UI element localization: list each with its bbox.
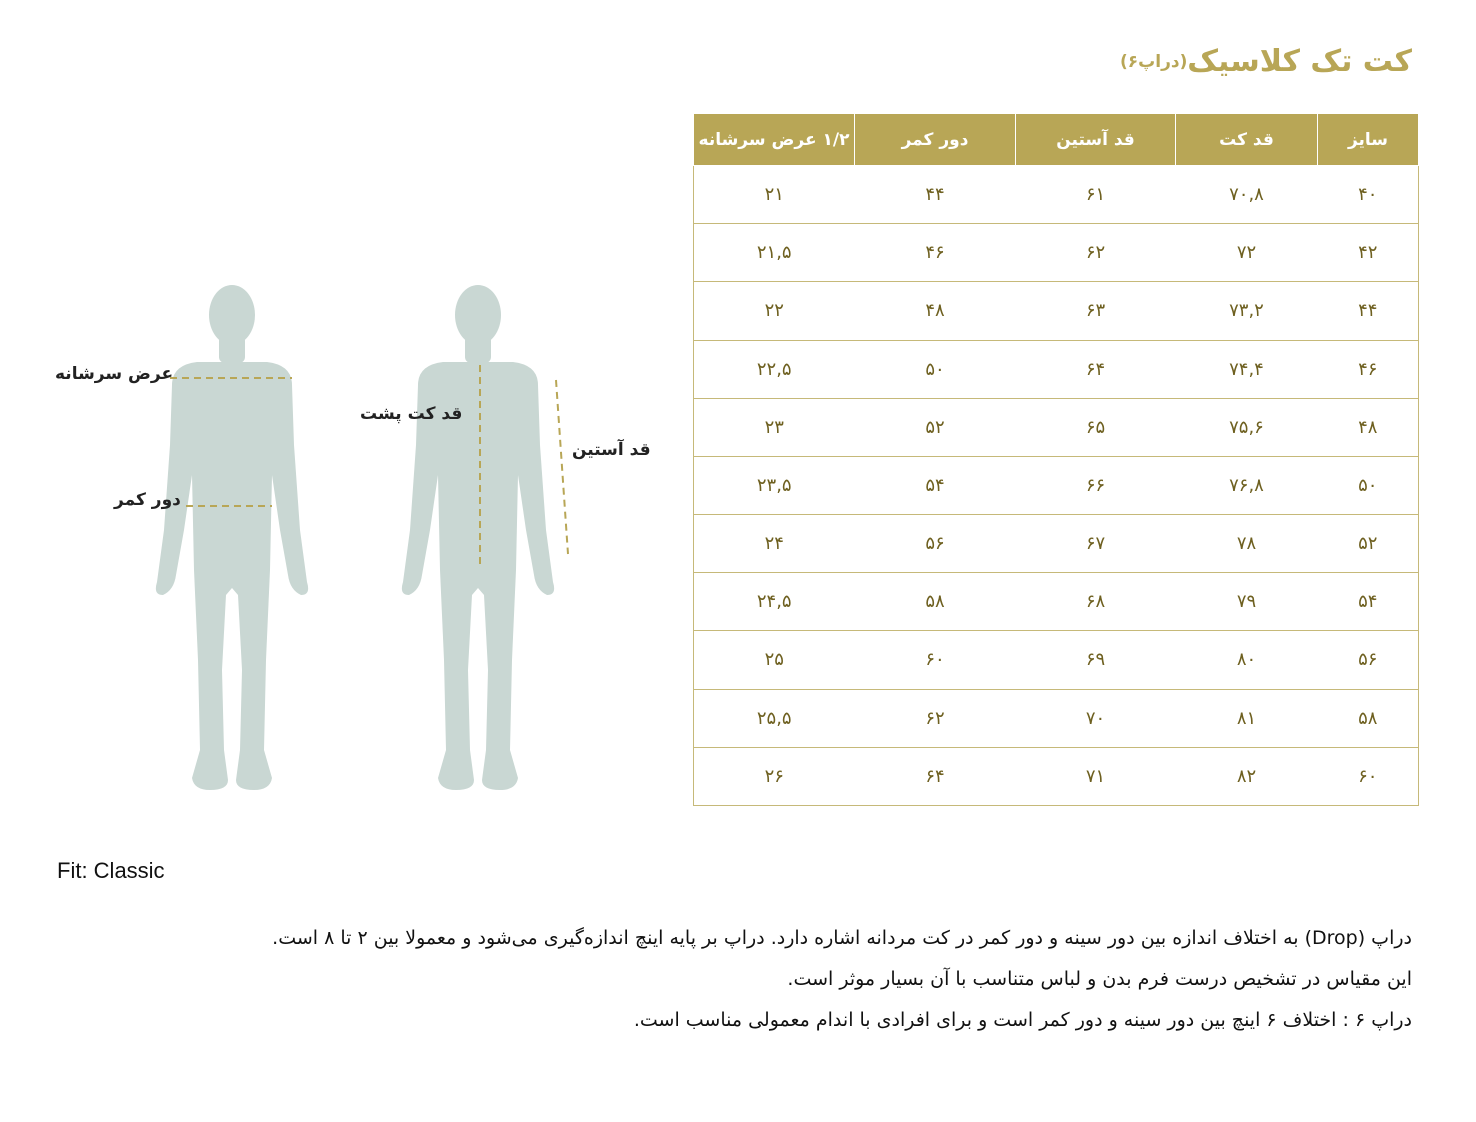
cell-waist: ۵۰	[855, 340, 1016, 398]
cell-size: ۵۶	[1318, 631, 1419, 689]
table-row	[694, 573, 1419, 631]
cell-sleeve-length: ۶۱	[1016, 166, 1176, 224]
cell-waist: ۵۲	[855, 398, 1016, 456]
cell-sleeve-length: ۶۴	[1016, 340, 1176, 398]
cell-size: ۵۴	[1318, 573, 1419, 631]
cell-sleeve-length: ۶۲	[1016, 224, 1176, 282]
size-table	[693, 113, 1419, 806]
cell-size: ۴۸	[1318, 398, 1419, 456]
cell-half-shoulder: ۲۱,۵	[694, 224, 855, 282]
cell-waist: ۵۸	[855, 573, 1016, 631]
cell-waist: ۵۴	[855, 456, 1016, 514]
cell-jacket-length: ۸۰	[1176, 631, 1318, 689]
cell-half-shoulder: ۲۴	[694, 515, 855, 573]
cell-waist: ۵۶	[855, 515, 1016, 573]
table-row	[694, 689, 1419, 747]
cell-jacket-length: ۷۵,۶	[1176, 398, 1318, 456]
table-header-row	[694, 114, 1419, 166]
table-row	[694, 340, 1419, 398]
cell-waist: ۴۶	[855, 224, 1016, 282]
cell-size: ۴۰	[1318, 166, 1419, 224]
cell-size: ۴۴	[1318, 282, 1419, 340]
table-row	[694, 166, 1419, 224]
cell-half-shoulder: ۲۳	[694, 398, 855, 456]
page-title: کت تک کلاسیک	[1187, 44, 1412, 79]
cell-waist: ۶۲	[855, 689, 1016, 747]
cell-jacket-length: ۸۲	[1176, 747, 1318, 805]
cell-size: ۵۰	[1318, 456, 1419, 514]
cell-jacket-length: ۷۴,۴	[1176, 340, 1318, 398]
cell-waist: ۴۸	[855, 282, 1016, 340]
cell-sleeve-length: ۷۱	[1016, 747, 1176, 805]
cell-half-shoulder: ۲۶	[694, 747, 855, 805]
cell-jacket-length: ۷۲	[1176, 224, 1318, 282]
cell-size: ۵۸	[1318, 689, 1419, 747]
description-line: این مقیاس در تشخیص درست فرم بدن و لباس متناسب با آن بسیار موثر است.	[787, 968, 1412, 990]
cell-half-shoulder: ۲۴,۵	[694, 573, 855, 631]
cell-waist: ۴۴	[855, 166, 1016, 224]
header-jacket-length: قد کت	[1176, 114, 1318, 166]
cell-half-shoulder: ۲۵,۵	[694, 689, 855, 747]
cell-half-shoulder: ۲۲	[694, 282, 855, 340]
cell-size: ۴۶	[1318, 340, 1419, 398]
label-waist: دور کمر	[114, 490, 181, 510]
cell-sleeve-length: ۶۵	[1016, 398, 1176, 456]
figure-back	[402, 285, 554, 790]
header-sleeve-length: قد آستین	[1016, 114, 1176, 166]
cell-sleeve-length: ۶۶	[1016, 456, 1176, 514]
cell-half-shoulder: ۲۲,۵	[694, 340, 855, 398]
table-row	[694, 456, 1419, 514]
cell-sleeve-length: ۶۳	[1016, 282, 1176, 340]
description	[72, 918, 1412, 1041]
label-sleeve-length: قد آستین	[572, 440, 651, 460]
table-row	[694, 515, 1419, 573]
cell-jacket-length: ۷۹	[1176, 573, 1318, 631]
table-row	[694, 747, 1419, 805]
table-row	[694, 282, 1419, 340]
cell-size: ۴۲	[1318, 224, 1419, 282]
cell-jacket-length: ۷۰,۸	[1176, 166, 1318, 224]
fit-label: Fit: Classic	[57, 858, 165, 883]
figure-front	[156, 285, 308, 790]
description-line: دراپ (Drop) به اختلاف اندازه بین دور سینه و دور کمر در کت مردانه اشاره دارد. دراپ بر پایه اینچ اندازه‌گیری می‌شود و معمولا بین ۲ تا ۸ است.	[272, 927, 1412, 949]
table-row	[694, 398, 1419, 456]
header-waist: دور کمر	[855, 114, 1016, 166]
page-subtitle: (دراپ۶)	[1120, 52, 1188, 72]
cell-sleeve-length: ۷۰	[1016, 689, 1176, 747]
description-line: دراپ ۶ : اختلاف ۶ اینچ بین دور سینه و دور کمر است و برای افرادی با اندام معمولی مناسب است.	[633, 1009, 1412, 1031]
cell-jacket-length: ۷۸	[1176, 515, 1318, 573]
body-figures	[0, 270, 680, 810]
cell-half-shoulder: ۲۵	[694, 631, 855, 689]
cell-sleeve-length: ۶۹	[1016, 631, 1176, 689]
sleeve-measure-line	[556, 380, 568, 554]
cell-sleeve-length: ۶۷	[1016, 515, 1176, 573]
table-row	[694, 224, 1419, 282]
cell-waist: ۶۴	[855, 747, 1016, 805]
table-row	[694, 631, 1419, 689]
cell-size: ۵۲	[1318, 515, 1419, 573]
cell-jacket-length: ۸۱	[1176, 689, 1318, 747]
cell-half-shoulder: ۲۳,۵	[694, 456, 855, 514]
cell-waist: ۶۰	[855, 631, 1016, 689]
cell-sleeve-length: ۶۸	[1016, 573, 1176, 631]
cell-jacket-length: ۷۳,۲	[1176, 282, 1318, 340]
cell-size: ۶۰	[1318, 747, 1419, 805]
cell-half-shoulder: ۲۱	[694, 166, 855, 224]
header-size: سایز	[1318, 114, 1419, 166]
cell-jacket-length: ۷۶,۸	[1176, 456, 1318, 514]
label-back-length: قد کت پشت	[360, 404, 463, 424]
label-shoulder-width: عرض سرشانه	[55, 364, 174, 384]
header-half-shoulder: ۱/۲ عرض سرشانه	[694, 114, 855, 166]
